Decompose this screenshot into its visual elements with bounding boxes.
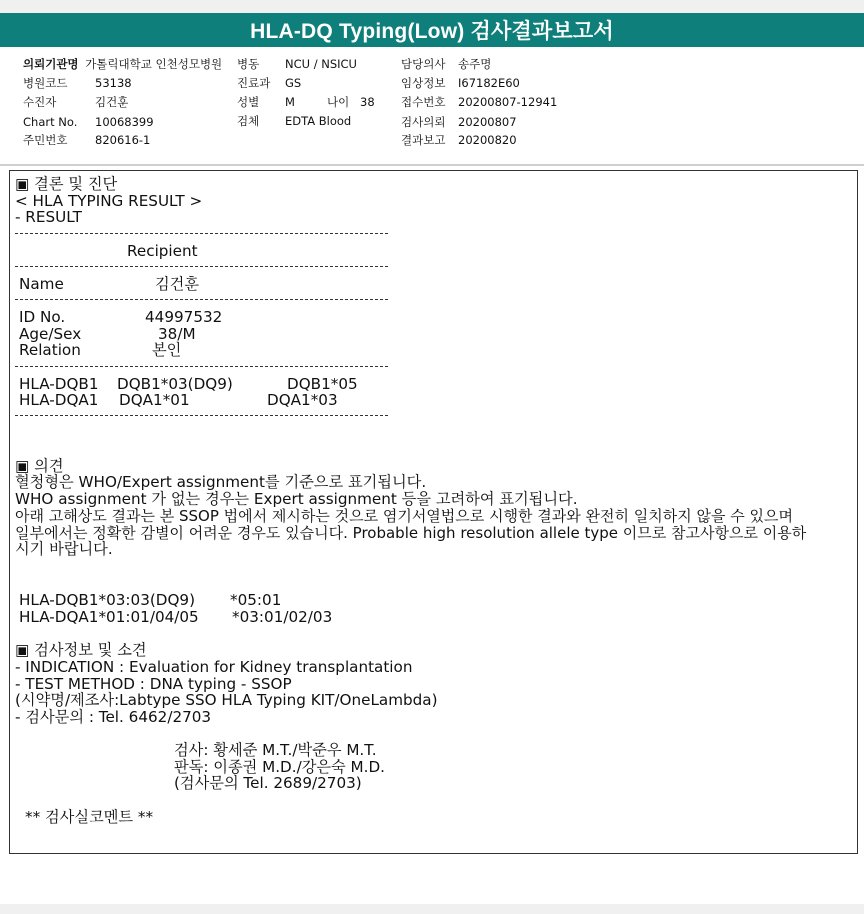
hospital-code-label: 병원코드: [23, 76, 68, 90]
chart-no-value: 10068399: [95, 115, 154, 129]
opinion-line: WHO assignment 가 없는 경우는 Expert assignment 등을 고려하여 표기됩니다.: [15, 490, 578, 508]
opinion-line: 시기 바랍니다.: [15, 540, 113, 558]
dqa1-allele2: DQA1*03: [267, 391, 338, 409]
clinical-info-label: 임상정보: [401, 76, 446, 90]
id-label: ID No.: [19, 308, 66, 326]
resident-no-value: 820616-1: [95, 133, 151, 147]
clinical-info-value: I67182E60: [458, 76, 520, 90]
indication: - INDICATION : Evaluation for Kidney transplantation: [15, 658, 413, 676]
dqb1-allele1: DQB1*03(DQ9): [117, 375, 233, 393]
resident-no-label: 주민번호: [23, 133, 68, 147]
divider: [15, 415, 388, 416]
header-divider: [0, 164, 864, 166]
id-value: 44997532: [145, 308, 223, 326]
bottom-bar: [0, 904, 864, 914]
report-date-value: 20200820: [458, 133, 517, 147]
specimen-value: EDTA Blood: [285, 114, 352, 128]
section-conclusion: ▣ 결론 및 진단: [15, 175, 118, 193]
divider: [15, 266, 388, 267]
ward-label: 병동: [237, 57, 260, 71]
dqa1-label: HLA-DQA1: [19, 391, 99, 409]
agesex-value: 38/M: [158, 325, 196, 343]
hospital-code-value: 53138: [95, 76, 132, 90]
request-date-value: 20200807: [458, 115, 517, 129]
accession-no-label: 접수번호: [401, 95, 446, 109]
agesex-label: Age/Sex: [19, 325, 82, 343]
ward-value: NCU / NSICU: [285, 57, 357, 71]
opinion-line: 일부에서는 정확한 감별이 어려운 경우도 있습니다. Probable high resolution allele type 이므로 참고사항으로 이용하: [15, 524, 807, 542]
hr-dqb1-a: HLA-DQB1*03:03(DQ9): [19, 591, 196, 609]
department-label: 진료과: [237, 76, 271, 90]
top-bar: [0, 0, 864, 13]
sex-value: M: [285, 95, 295, 109]
department-value: GS: [285, 76, 302, 90]
section-testinfo: ▣ 검사정보 및 소견: [15, 641, 147, 659]
test-method: - TEST METHOD : DNA typing - SSOP: [15, 675, 292, 693]
chart-no-label: Chart No.: [23, 115, 78, 129]
section-opinion: ▣ 의견: [15, 457, 64, 475]
lab-comment: ** 검사실코멘트 **: [25, 808, 154, 826]
requesting-org-label: 의뢰기관명: [23, 57, 79, 71]
hr-dqb1-b: *05:01: [230, 591, 282, 609]
accession-no-value: 20200807-12941: [458, 95, 558, 109]
requesting-org-value: 가톨릭대학교 인천성모병원: [85, 57, 223, 71]
divider: [15, 233, 388, 234]
name-label: Name: [19, 275, 64, 293]
hr-dqa1-a: HLA-DQA1*01:01/04/05: [19, 608, 199, 626]
sex-label: 성별: [237, 95, 260, 109]
reagent: (시약명/제조사:Labtype SSO HLA Typing KIT/OneLambda): [15, 691, 438, 709]
opinion-line: 혈청형은 WHO/Expert assignment를 기준으로 표기됩니다.: [15, 473, 427, 491]
specimen-label: 검체: [237, 114, 260, 128]
divider: [15, 299, 388, 300]
dqb1-allele2: DQB1*05: [287, 375, 358, 393]
relation-value: 본인: [152, 341, 182, 359]
reviewed-by: 판독: 이종권 M.D./강은숙 M.D.: [174, 758, 385, 776]
report-box: [9, 170, 858, 854]
inquiry2: (검사문의 Tel. 2689/2703): [174, 774, 362, 792]
physician-value: 송주명: [458, 57, 492, 71]
dqa1-allele1: DQA1*01: [119, 391, 190, 409]
relation-label: Relation: [19, 341, 81, 359]
age-value: 38: [360, 95, 375, 109]
age-label: 나이: [327, 95, 350, 109]
physician-label: 담당의사: [401, 57, 446, 71]
report-title: HLA-DQ Typing(Low) 검사결과보고서: [0, 13, 864, 47]
hr-dqa1-b: *03:01/02/03: [232, 608, 333, 626]
divider: [15, 366, 388, 367]
name-value: 김건훈: [155, 275, 200, 293]
opinion-line: 아래 고해상도 결과는 본 SSOP 법에서 제시하는 것으로 염기서열법으로 시행한 결과와 완전히 일치하지 않을 수 있으며: [15, 507, 793, 525]
recipient-value: 김건훈: [95, 95, 129, 109]
report-date-label: 결과보고: [401, 133, 446, 147]
tested-by: 검사: 황세준 M.T./박준우 M.T.: [174, 741, 377, 759]
recipient-header: Recipient: [127, 242, 198, 260]
recipient-label: 수진자: [23, 95, 57, 109]
requesting-org-row: [23, 57, 222, 71]
result-label: - RESULT: [15, 208, 82, 226]
typing-result-title: < HLA TYPING RESULT >: [15, 192, 203, 210]
inquiry: - 검사문의 : Tel. 6462/2703: [15, 708, 212, 726]
dqb1-label: HLA-DQB1: [19, 375, 99, 393]
request-date-label: 검사의뢰: [401, 115, 446, 129]
